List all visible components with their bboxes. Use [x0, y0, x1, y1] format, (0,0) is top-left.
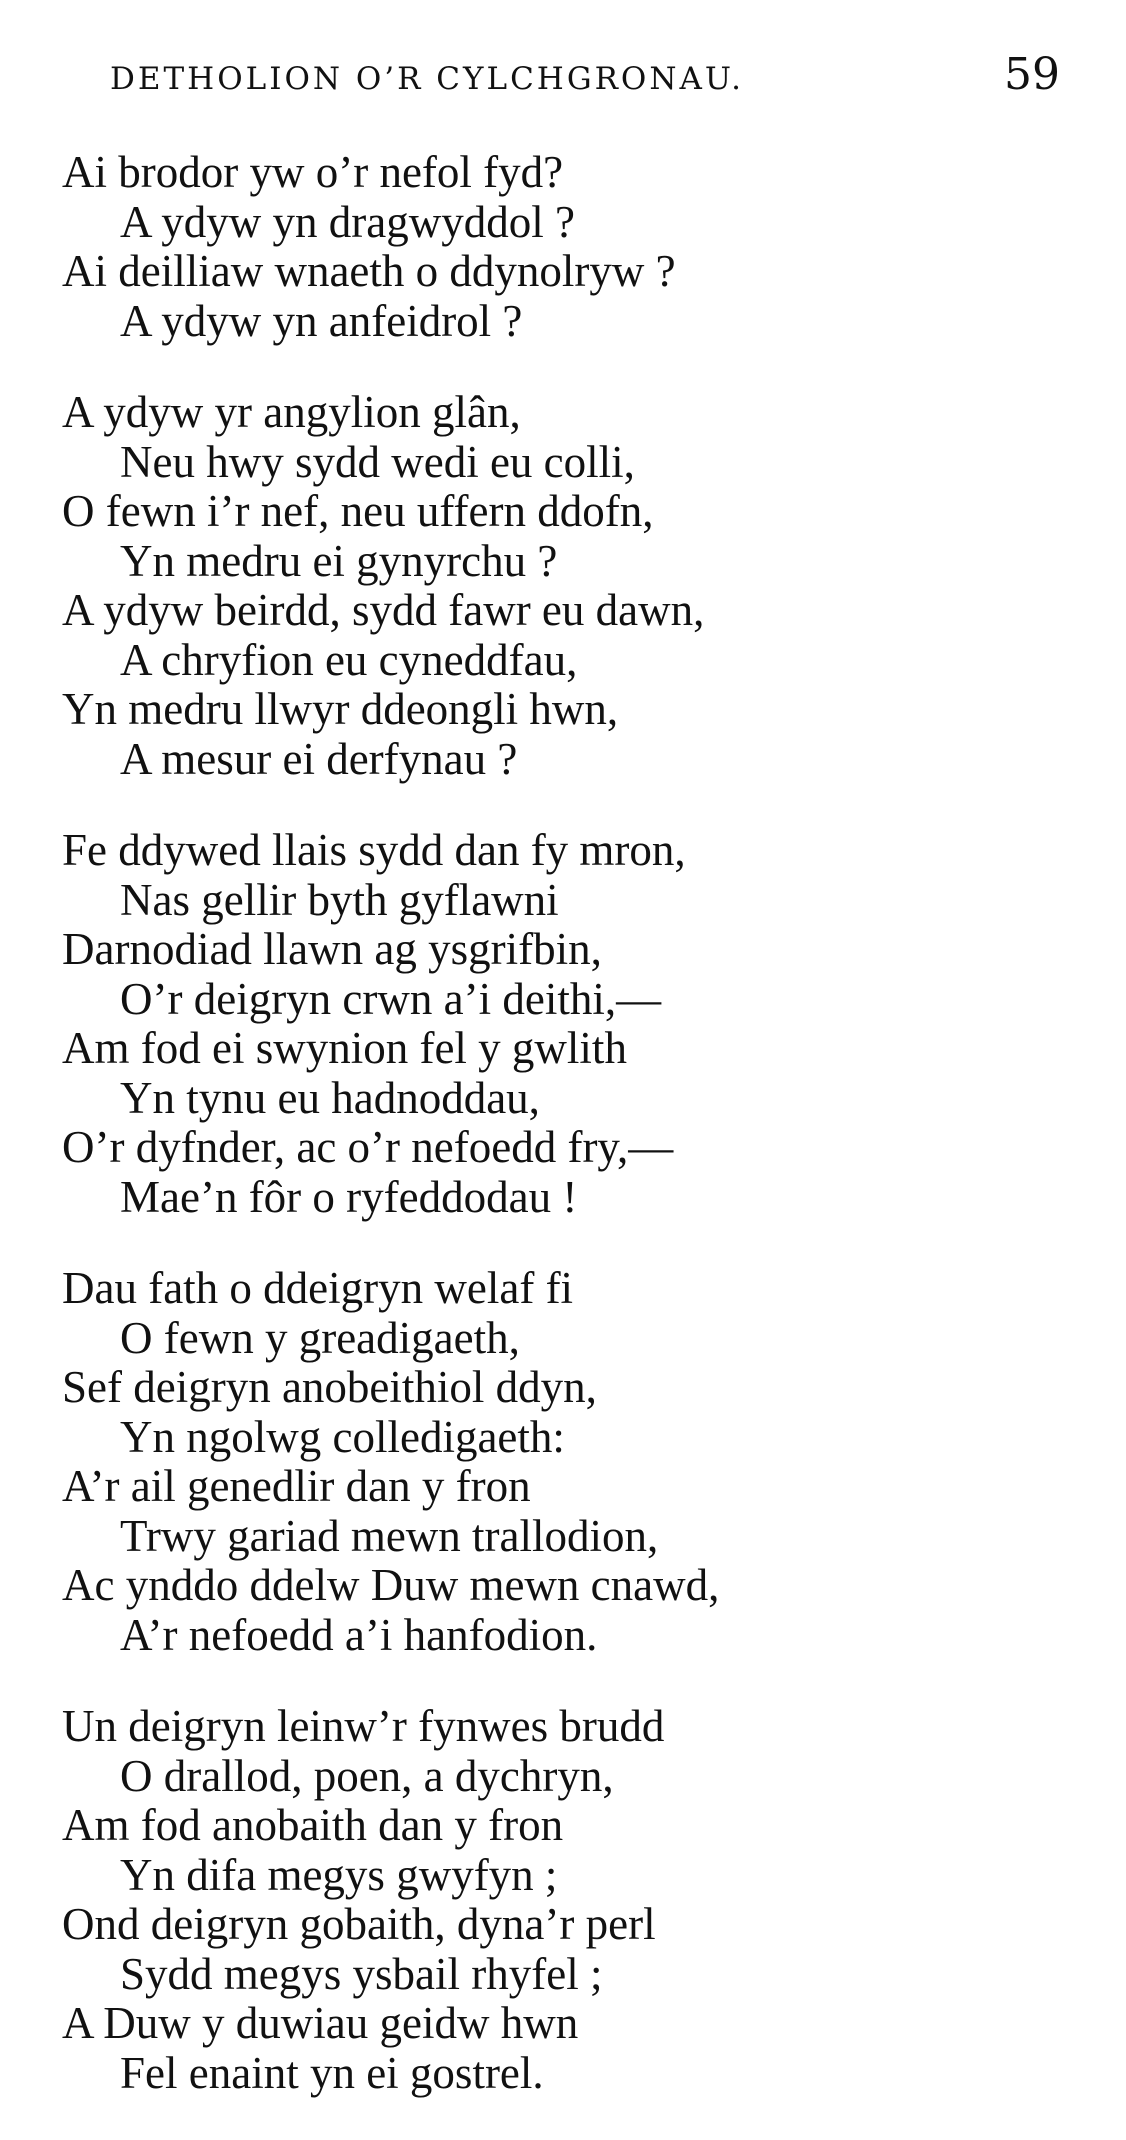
poem-line-indented: Fel enaint yn ei gostrel.	[120, 2047, 544, 2098]
poem-line-indented: A mesur ei derfynau ?	[120, 733, 518, 784]
poem-line-indented: O’r deigryn crwn a’i deithi,—	[120, 973, 662, 1024]
poem-line: A ydyw beirdd, sydd fawr eu dawn,	[62, 585, 705, 635]
poem-line: A Duw y duwiau geidw hwn	[62, 1998, 579, 2048]
stanza-3	[62, 826, 1102, 1222]
poem-line-indented: O drallod, poen, a dychryn,	[120, 1750, 614, 1801]
poem-line-indented: A’r nefoedd a’i hanfodion.	[120, 1609, 598, 1660]
poem	[62, 148, 1102, 2140]
poem-line: Ac ynddo ddelw Duw mewn cnawd,	[62, 1560, 720, 1610]
poem-line-indented: Trwy gariad mewn trallodion,	[120, 1510, 659, 1561]
poem-line: A’r ail genedlir dan y fron	[62, 1461, 531, 1511]
poem-line: A ydyw yr angylion glân,	[62, 387, 521, 437]
poem-line-indented: Nas gellir byth gyflawni	[120, 874, 559, 925]
poem-line-indented: Yn tynu eu hadnoddau,	[120, 1072, 540, 1123]
poem-line-indented: A chryfion eu cyneddfau,	[120, 634, 578, 685]
poem-line-indented: O fewn y greadigaeth,	[120, 1312, 520, 1363]
running-title: DETHOLION O’R CYLCHGRONAU.	[110, 61, 744, 97]
poem-line-indented: Yn ngolwg colledigaeth:	[120, 1411, 565, 1462]
page-number: 59	[1004, 49, 1060, 100]
stanza-5	[62, 1702, 1102, 2098]
poem-line: Am fod ei swynion fel y gwlith	[62, 1023, 627, 1073]
poem-line: Ond deigryn gobaith, dyna’r perl	[62, 1899, 656, 1949]
running-head	[110, 49, 1060, 105]
poem-line-indented: A ydyw yn anfeidrol ?	[120, 295, 523, 346]
poem-line: Am fod anobaith dan y fron	[62, 1800, 564, 1850]
poem-line: Yn medru llwyr ddeongli hwn,	[62, 684, 619, 734]
stanza-1	[62, 148, 1102, 346]
poem-line-indented: Yn difa megys gwyfyn ;	[120, 1849, 558, 1900]
poem-line: Fe ddywed llais sydd dan fy mron,	[62, 825, 686, 875]
poem-line-indented: Sydd megys ysbail rhyfel ;	[120, 1948, 603, 1999]
poem-line: Ai brodor yw o’r nefol fyd?	[62, 147, 564, 197]
poem-line-indented: Neu hwy sydd wedi eu colli,	[120, 436, 635, 487]
stanza-4	[62, 1264, 1102, 1660]
poem-line: Sef deigryn anobeithiol ddyn,	[62, 1362, 597, 1412]
poem-line: O’r dyfnder, ac o’r nefoedd fry,—	[62, 1122, 674, 1172]
poem-line: Un deigryn leinw’r fynwes brudd	[62, 1701, 665, 1751]
poem-line: Dau fath o ddeigryn welaf fi	[62, 1263, 574, 1313]
poem-line-indented: A ydyw yn dragwyddol ?	[120, 196, 575, 247]
stanza-2	[62, 388, 1102, 784]
poem-line: Darnodiad llawn ag ysgrifbin,	[62, 924, 602, 974]
poem-line: Ai deilliaw wnaeth o ddynolryw ?	[62, 246, 676, 296]
poem-line-indented: Mae’n fôr o ryfeddodau !	[120, 1171, 578, 1222]
poem-line: O fewn i’r nef, neu uffern ddofn,	[62, 486, 654, 536]
poem-line-indented: Yn medru ei gynyrchu ?	[120, 535, 558, 586]
